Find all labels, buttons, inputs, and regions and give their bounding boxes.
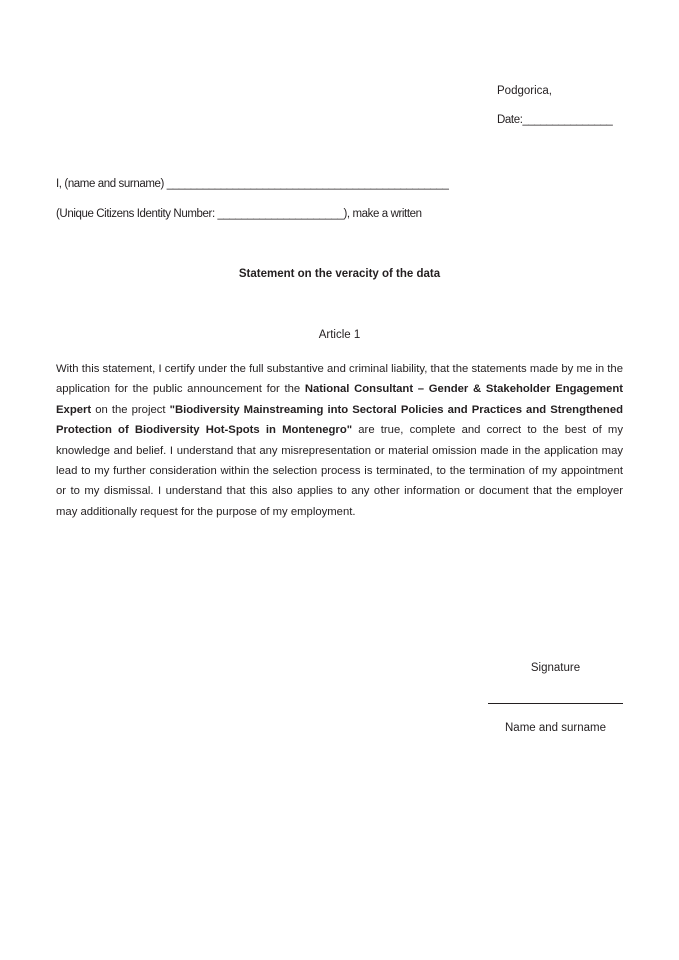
statement-body-paragraph [56, 359, 623, 522]
applicant-id-number-field[interactable]: (Unique Citizens Identity Number: _____________________), make a written [56, 207, 422, 220]
position-title-text: National Consultant – Gender & Stakeholder Engagement Expert [56, 383, 623, 416]
statement-text-part-1: With this statement, I certify under the full substantive and criminal liability, that the statements made by me in the application for the public announcement for the [56, 363, 623, 396]
page-title: Statement on the veracity of the data [238, 268, 441, 280]
signature-name-caption: Name and surname [505, 721, 606, 734]
header-location-date [497, 86, 627, 126]
signature-label: Signature [530, 662, 581, 674]
applicant-identity-block [56, 179, 616, 220]
applicant-name-field[interactable]: I, (name and surname) _______________________________________________ [56, 178, 449, 190]
statement-text-part-3: are true, complete and correct to the best of my knowledge and belief. I understand that any misrepresentation or material omission made in the application may lead to my further consideration within the selection process is terminated, to the termination of my appointment or to my dismissal. I understand that this also applies to any other information or document that the employer may additionally request for the purpose of my employment. [56, 424, 623, 518]
project-name-text: "Biodiversity Mainstreaming into Sectoral Policies and Practices and Strengthened Protection of Biodiversity Hot-Spots in Montenegro" [56, 403, 624, 437]
header-date-field[interactable]: Date:_______________ [497, 113, 613, 126]
article-heading: Article 1 [318, 329, 361, 341]
statement-text-part-2: on the project [91, 403, 170, 416]
signature-line[interactable] [488, 703, 623, 704]
header-city: Podgorica, [497, 85, 552, 97]
signature-block [488, 663, 623, 734]
